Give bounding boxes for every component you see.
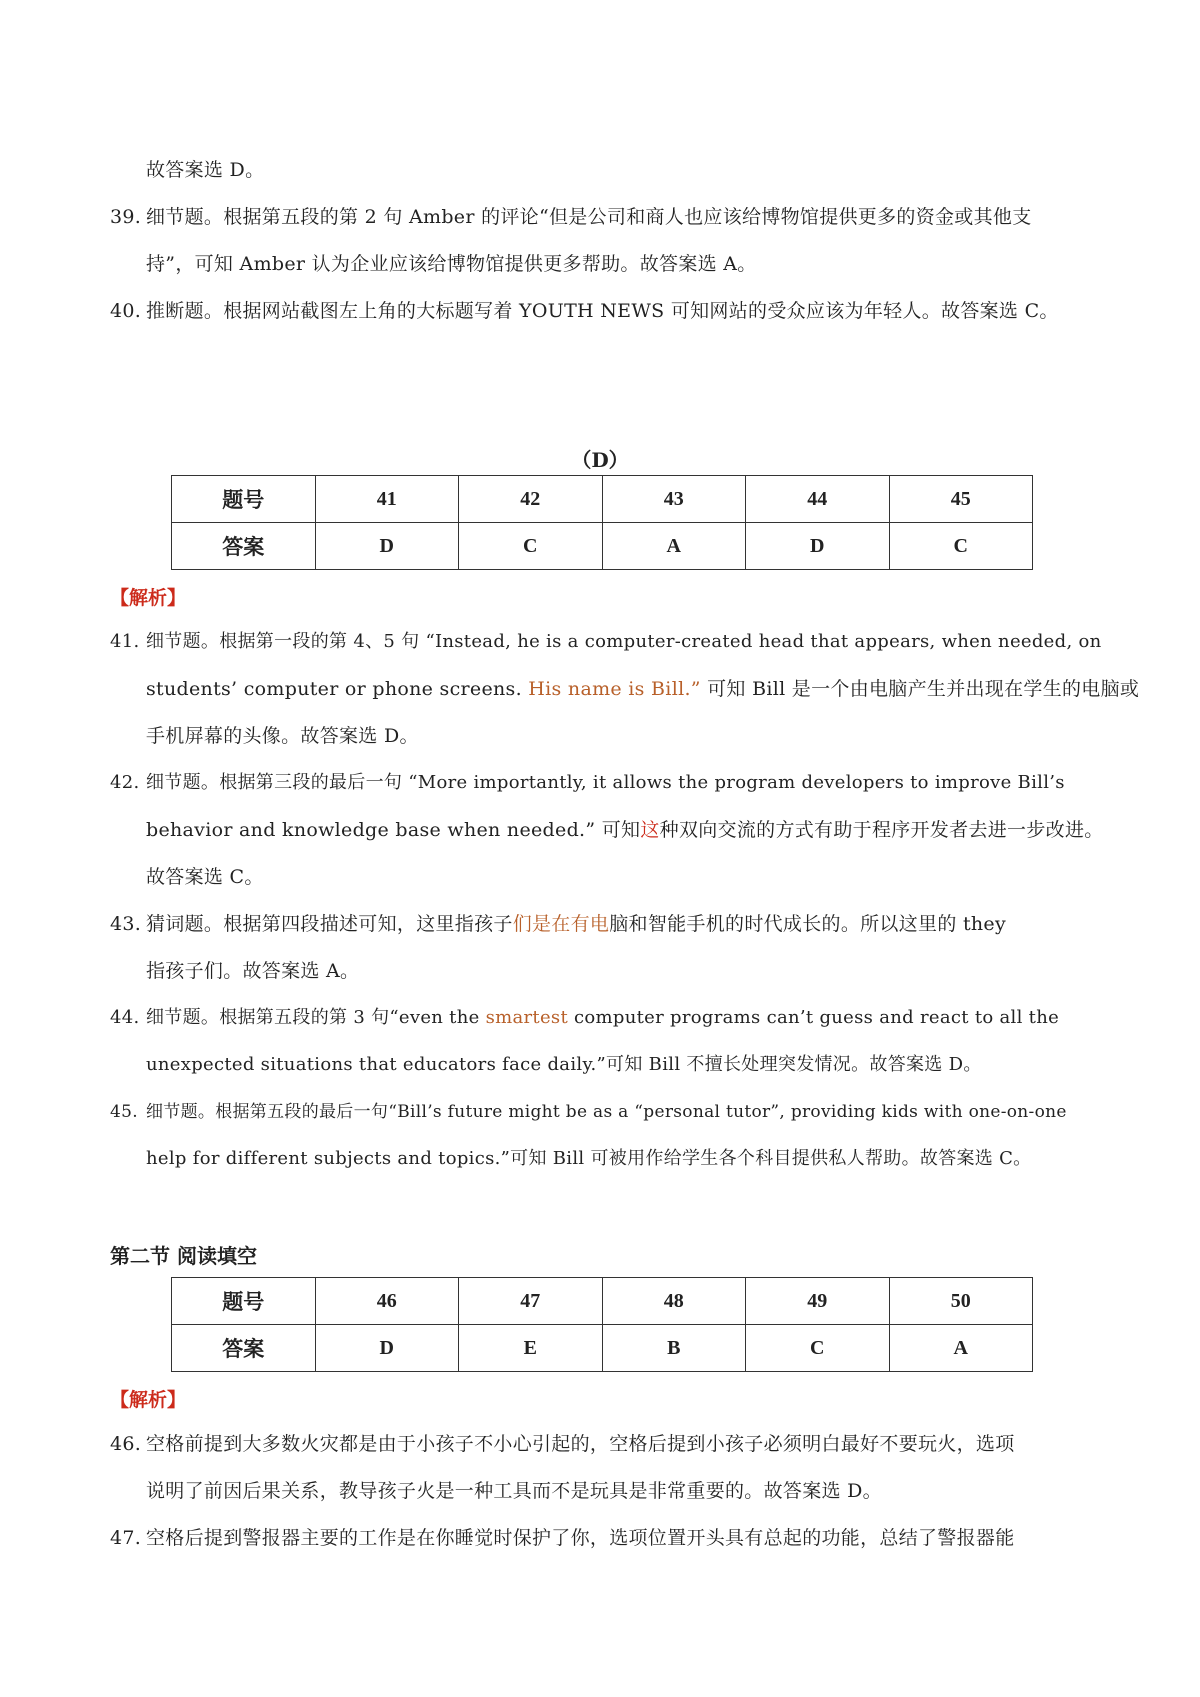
q45-line1 xyxy=(110,1100,1067,1124)
q45-line2: help for different subjects and topics.”可知 Bill 可被用作给学生各个科目提供私人帮助。故答案选 C。 xyxy=(146,1148,1032,1169)
q44-line1 xyxy=(110,1006,1059,1030)
answer-cell: A xyxy=(889,1325,1033,1372)
q41-text1: 细节题。根据第一段的第 4、5 句 “Instead, he is a computer-created head that appears, when needed, on xyxy=(146,631,1102,652)
q44-line2: unexpected situations that educators face daily.”可知 Bill 不擅长处理突发情况。故答案选 D。 xyxy=(146,1054,982,1075)
section-d-title: （D） xyxy=(571,448,629,472)
q41-number: 41. xyxy=(110,631,140,652)
q43-line1 xyxy=(110,912,1006,936)
answer-cell: D xyxy=(315,1325,459,1372)
question-number-cell: 43 xyxy=(602,476,746,523)
q42-text2c: 种双向交流的方式有助于程序开发者去进一步改进。 xyxy=(659,819,1104,841)
question-number-cell: 45 xyxy=(889,476,1033,523)
table-row xyxy=(172,476,1033,523)
answer-cell: D xyxy=(315,523,459,570)
table-header-cell: 题号 xyxy=(172,1278,316,1325)
q44-text1c: computer programs can’t guess and react to all the xyxy=(568,1007,1060,1028)
table-row xyxy=(172,523,1033,570)
q41-text2a: students’ computer or phone screens. xyxy=(146,678,529,700)
q44-text1b: smartest xyxy=(485,1007,568,1028)
q42-line3: 故答案选 C。 xyxy=(146,866,264,888)
q43-text1c: 脑和智能手机的时代成长的。所以这里的 they xyxy=(609,913,1007,935)
question-number-cell: 44 xyxy=(746,476,890,523)
answer-cell: C xyxy=(459,523,603,570)
q46-line1 xyxy=(110,1432,1015,1456)
question-number-cell: 41 xyxy=(315,476,459,523)
q42-text1: 细节题。根据第三段的最后一句 “More importantly, it allows the program developers to improve Bill’s xyxy=(146,772,1065,793)
q41-text2b: His name is Bill.” xyxy=(528,678,701,700)
table-header-cell: 题号 xyxy=(172,476,316,523)
answer-cell: B xyxy=(602,1325,746,1372)
q44-number: 44. xyxy=(110,1007,140,1028)
question-number-cell: 49 xyxy=(746,1278,890,1325)
q47-line1 xyxy=(110,1526,1015,1550)
q43-number: 43. xyxy=(110,913,142,935)
answer-line: 故答案选 D。 xyxy=(146,159,265,181)
question-number-cell: 47 xyxy=(459,1278,603,1325)
question-number-cell: 42 xyxy=(459,476,603,523)
q41-line2 xyxy=(146,677,1139,701)
answer-cell: D xyxy=(746,523,890,570)
answer-table-d xyxy=(171,475,1033,570)
q39-number: 39. xyxy=(110,206,142,228)
answer-table-section2 xyxy=(171,1277,1033,1372)
analysis-label: 【解析】 xyxy=(110,1389,187,1411)
q42-line2 xyxy=(146,818,1104,842)
q46-number: 46. xyxy=(110,1433,142,1455)
answer-cell: A xyxy=(602,523,746,570)
table-row xyxy=(172,1278,1033,1325)
answer-cell: C xyxy=(746,1325,890,1372)
q46-line2: 说明了前因后果关系，教导孩子火是一种工具而不是玩具是非常重要的。故答案选 D。 xyxy=(146,1480,882,1502)
q39-line2: 持”，可知 Amber 认为企业应该给博物馆提供更多帮助。故答案选 A。 xyxy=(146,253,757,275)
table-row xyxy=(172,1325,1033,1372)
q45-number: 45. xyxy=(110,1102,138,1122)
answer-cell: C xyxy=(889,523,1033,570)
q40-number: 40. xyxy=(110,300,142,322)
question-number-cell: 48 xyxy=(602,1278,746,1325)
question-number-cell: 50 xyxy=(889,1278,1033,1325)
q41-line3: 手机屏幕的头像。故答案选 D。 xyxy=(146,725,419,747)
answer-cell: E xyxy=(459,1325,603,1372)
q43-text1a: 猜词题。根据第四段描述可知，这里指孩子 xyxy=(146,913,513,935)
q42-text2b: 这 xyxy=(640,819,660,841)
q45-text1: 细节题。根据第五段的最后一句“Bill’s future might be as a “personal tutor”, providing kids with one-on-one xyxy=(146,1102,1067,1122)
q39-text1: 细节题。根据第五段的第 2 句 Amber 的评论“但是公司和商人也应该给博物馆提供更多的资金或其他支 xyxy=(146,206,1032,228)
q42-text2a: behavior and knowledge base when needed.” 可知 xyxy=(146,819,641,841)
q44-text1a: 细节题。根据第五段的第 3 句“even the xyxy=(146,1007,486,1028)
q41-text2c: 可知 Bill 是一个由电脑产生并出现在学生的电脑或 xyxy=(700,678,1140,700)
question-number-cell: 46 xyxy=(315,1278,459,1325)
table-answer-label: 答案 xyxy=(172,523,316,570)
q42-line1 xyxy=(110,771,1065,795)
q47-text1: 空格后提到警报器主要的工作是在你睡觉时保护了你，选项位置开头具有总起的功能，总结了警报器能 xyxy=(146,1527,1015,1549)
q40-line1 xyxy=(110,299,1059,323)
table-answer-label: 答案 xyxy=(172,1325,316,1372)
q40-text1: 推断题。根据网站截图左上角的大标题写着 YOUTH NEWS 可知网站的受众应该为年轻人。故答案选 C。 xyxy=(146,300,1059,322)
q41-line1 xyxy=(110,630,1102,654)
q43-text1b: 们是在有电 xyxy=(512,913,610,935)
q42-number: 42. xyxy=(110,772,140,793)
q43-line2: 指孩子们。故答案选 A。 xyxy=(146,960,360,982)
section-heading: 第二节 阅读填空 xyxy=(110,1244,257,1268)
q39-line1 xyxy=(110,205,1030,229)
analysis-label: 【解析】 xyxy=(110,587,187,609)
q47-number: 47. xyxy=(110,1527,142,1549)
q46-text1: 空格前提到大多数火灾都是由于小孩子不小心引起的，空格后提到小孩子必须明白最好不要玩火，选项 xyxy=(146,1433,1015,1455)
